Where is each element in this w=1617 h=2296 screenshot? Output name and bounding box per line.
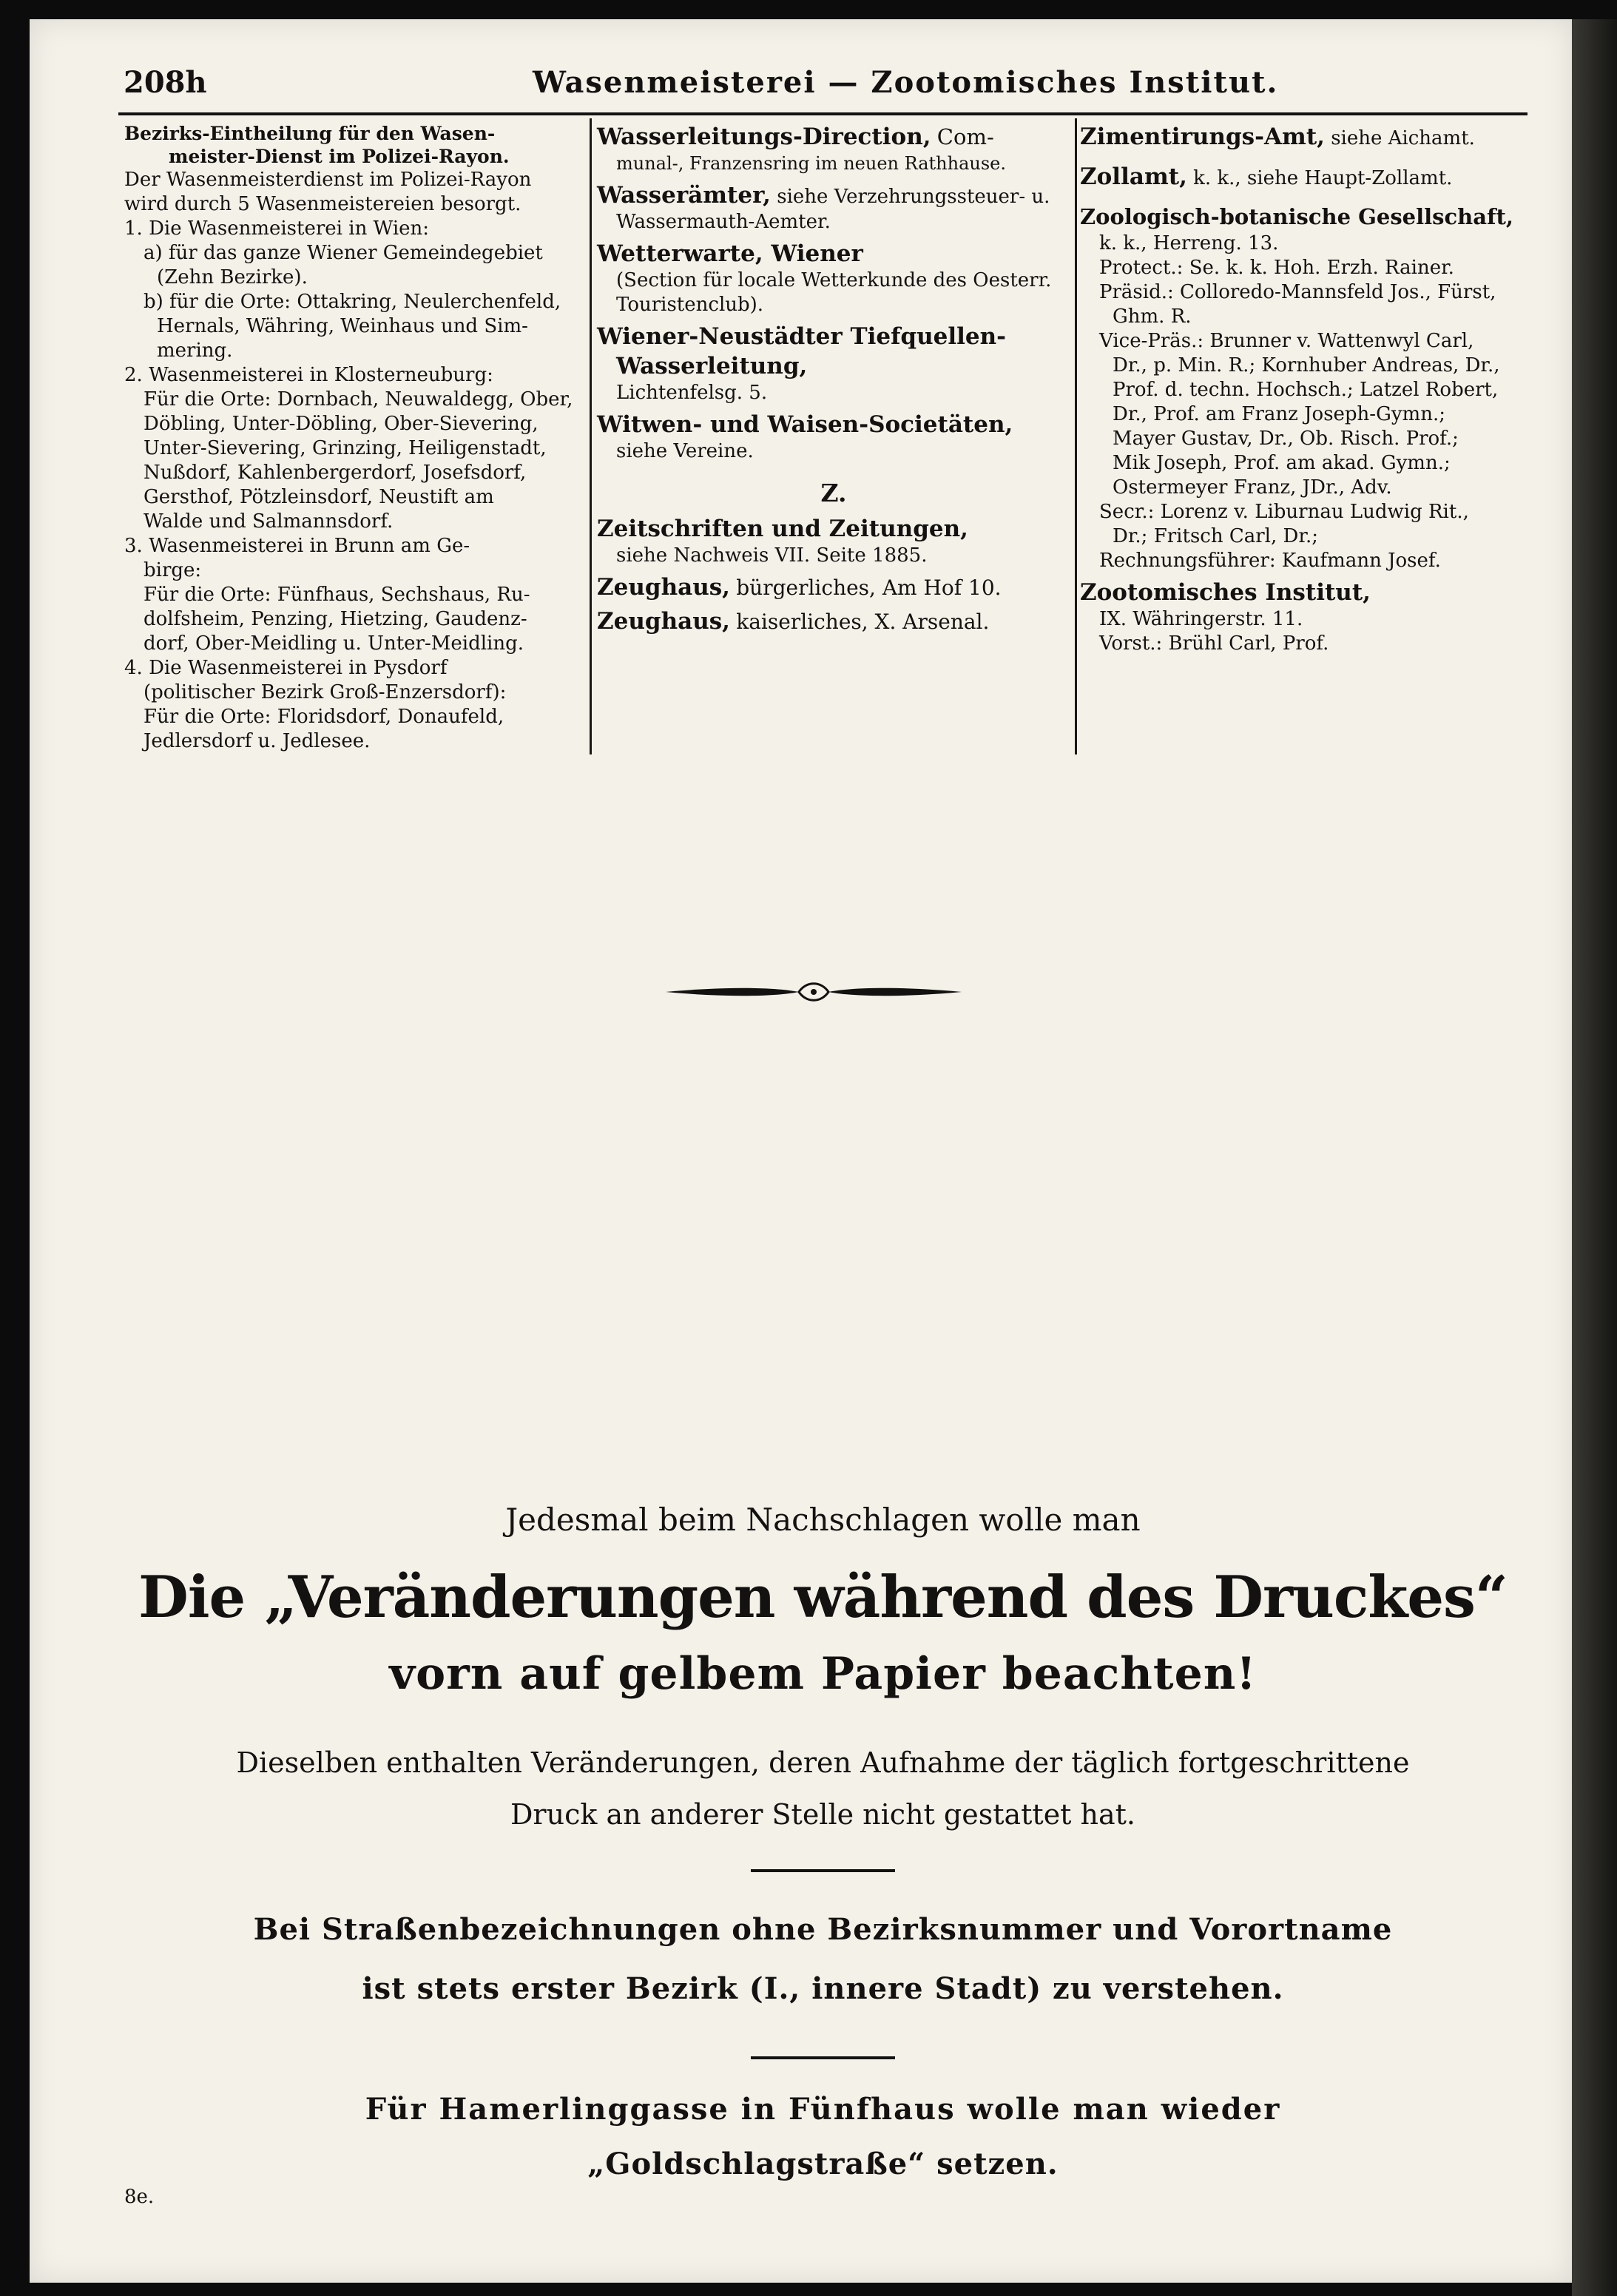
entry-text: siehe Nachweis VII. Seite 1885. xyxy=(616,544,928,567)
text-line: Nußdorf, Kahlenbergerdorf, Josefsdorf, xyxy=(144,462,527,484)
directory-entry xyxy=(1080,578,1535,656)
notice-street: Bei Straßenbezeichnungen ohne Bezirksnummer und Vorortname xyxy=(253,1912,1393,1947)
entry-title: Zeughaus, xyxy=(597,608,730,635)
text-line: (politischer Bezirk Groß-Enzersdorf): xyxy=(144,681,507,703)
directory-entry xyxy=(597,180,1070,234)
entry-title: Zootomisches Institut, xyxy=(1080,579,1371,606)
entry-text: Ostermeyer Franz, JDr., Adv. xyxy=(1113,476,1392,499)
directory-entry xyxy=(1080,202,1535,573)
entry-text: Lichtenfelsg. 5. xyxy=(616,382,768,404)
entry-text: munal-, Franzensring im neuen Rathhause. xyxy=(616,153,1007,174)
text-line: Unter-Sievering, Grinzing, Heiligenstadt, xyxy=(144,437,547,459)
entry-text: siehe Aichamt. xyxy=(1331,127,1475,149)
entry-title: Zeitschriften und Zeitungen, xyxy=(597,516,968,542)
column-rule-left xyxy=(590,118,592,754)
short-rule xyxy=(751,2056,895,2059)
text-line: Gersthof, Pötzleinsdorf, Neustift am xyxy=(144,486,494,508)
notice-correction: Für Hamerlinggasse in Fünfhaus wolle man wieder xyxy=(365,2092,1281,2127)
entry-title: Witwen- und Waisen-Societäten, xyxy=(597,411,1013,438)
entry-title: Zimentirungs-Amt, xyxy=(1080,124,1325,150)
section-title: meister-Dienst im Polizei-Rayon. xyxy=(169,146,510,167)
printer-signature: 8e. xyxy=(124,2186,155,2208)
section-letter: Z. xyxy=(820,479,847,507)
text-line: Hernals, Währing, Weinhaus und Sim- xyxy=(157,315,528,337)
directory-entry xyxy=(1080,162,1535,192)
entry-text: Com- xyxy=(936,124,994,149)
entry-text: Dr.; Fritsch Carl, Dr.; xyxy=(1113,525,1318,547)
entry-title: Zoologisch-botanische Gesellschaft, xyxy=(1080,204,1513,229)
text-line: 3. Wasenmeisterei in Brunn am Ge- xyxy=(124,535,470,557)
page-number: 208h xyxy=(124,65,207,100)
notice-subheadline: vorn auf gelbem Papier beachten! xyxy=(389,1648,1257,1700)
entry-title: Wasserämter, xyxy=(597,182,771,209)
text-line: wird durch 5 Wasenmeistereien besorgt. xyxy=(124,193,521,215)
text-line: Für die Orte: Fünfhaus, Sechshaus, Ru- xyxy=(144,584,530,606)
notice-description: Druck an anderer Stelle nicht gestattet hat. xyxy=(510,1798,1136,1831)
text-line: (Zehn Bezirke). xyxy=(157,266,308,288)
column-left xyxy=(124,122,583,754)
directory-entry xyxy=(597,322,1070,405)
entry-title: Zollamt, xyxy=(1080,163,1187,190)
notice-street: ist stets erster Bezirk (I., innere Stadt) zu verstehen. xyxy=(362,1971,1284,2006)
text-line: mering. xyxy=(157,340,233,362)
notice-correction: „Goldschlagstraße“ setzen. xyxy=(587,2147,1059,2181)
entry-text: Prof. d. techn. Hochsch.; Latzel Robert, xyxy=(1113,379,1499,401)
text-line: birge: xyxy=(144,559,202,581)
entry-title: Wasserleitung, xyxy=(616,353,808,379)
ornament-divider xyxy=(662,973,965,1010)
directory-entry xyxy=(1080,122,1535,152)
text-line: dorf, Ober-Meidling u. Unter-Meidling. xyxy=(144,632,524,655)
notice-intro: Jedesmal beim Nachschlagen wolle man xyxy=(505,1502,1141,1538)
entry-text: Secr.: Lorenz v. Liburnau Ludwig Rit., xyxy=(1099,501,1469,523)
text-line: Walde und Salmannsdorf. xyxy=(144,510,394,533)
text-line: 1. Die Wasenmeisterei in Wien: xyxy=(124,217,430,240)
text-line: 2. Wasenmeisterei in Klosterneuburg: xyxy=(124,364,493,386)
entry-text: siehe Vereine. xyxy=(616,440,754,462)
entry-text: Vice-Präs.: Brunner v. Wattenwyl Carl, xyxy=(1099,330,1474,352)
entry-text: Dr., p. Min. R.; Kornhuber Andreas, Dr., xyxy=(1113,354,1500,377)
entry-text: Ghm. R. xyxy=(1113,305,1192,328)
entry-text: IX. Währingerstr. 11. xyxy=(1099,608,1303,630)
text-line: Jedlersdorf u. Jedlesee. xyxy=(144,730,371,752)
column-right xyxy=(1080,122,1535,661)
directory-entry xyxy=(597,410,1070,464)
entry-title: Wasserleitungs-Direction, xyxy=(597,124,931,150)
short-rule xyxy=(751,1869,895,1872)
entry-text: bürgerliches, Am Hof 10. xyxy=(736,575,1002,600)
entry-text: Vorst.: Brühl Carl, Prof. xyxy=(1099,632,1329,655)
entry-title: Wetterwarte, Wiener xyxy=(597,240,863,267)
text-line: a) für das ganze Wiener Gemeindegebiet xyxy=(144,242,543,264)
notice-headline: Die „Veränderungen während des Druckes“ xyxy=(138,1564,1508,1631)
page-edge-shadow xyxy=(1572,19,1617,2296)
section-title: Bezirks-Eintheilung für den Wasen- xyxy=(124,123,496,144)
entry-text: k. k., siehe Haupt-Zollamt. xyxy=(1193,167,1453,189)
text-line: Für die Orte: Dornbach, Neuwaldegg, Ober, xyxy=(144,388,573,411)
header-rule xyxy=(118,112,1527,115)
entry-text: k. k., Herreng. 13. xyxy=(1099,232,1279,254)
directory-entry xyxy=(597,514,1070,568)
text-line: Der Wasenmeisterdienst im Polizei-Rayon xyxy=(124,169,532,191)
entry-text: Dr., Prof. am Franz Joseph-Gymn.; xyxy=(1113,403,1445,425)
directory-entry xyxy=(597,607,1070,636)
entry-title: Zeughaus, xyxy=(597,574,730,601)
text-line: b) für die Orte: Ottakring, Neulerchenfeld, xyxy=(144,291,561,313)
entry-text: (Section für locale Wetterkunde des Oesterr. xyxy=(616,269,1052,291)
text-line: Döbling, Unter-Döbling, Ober-Sievering, xyxy=(144,413,539,435)
entry-text: siehe Verzehrungssteuer- u. xyxy=(777,186,1050,208)
directory-entry xyxy=(597,122,1070,176)
directory-entry xyxy=(597,239,1070,317)
column-middle xyxy=(597,122,1070,641)
entry-text: Rechnungsführer: Kaufmann Josef. xyxy=(1099,550,1441,572)
entry-title: Wiener-Neustädter Tiefquellen- xyxy=(597,323,1007,350)
entry-text: Touristenclub). xyxy=(616,294,764,316)
entry-text: Protect.: Se. k. k. Hoh. Erzh. Rainer. xyxy=(1099,257,1454,279)
column-rule-right xyxy=(1075,118,1077,754)
notice-description: Dieselben enthalten Veränderungen, deren Aufnahme der täglich fortgeschrittene xyxy=(236,1746,1410,1779)
entry-text: Mik Joseph, Prof. am akad. Gymn.; xyxy=(1113,452,1451,474)
text-line: 4. Die Wasenmeisterei in Pysdorf xyxy=(124,657,448,679)
entry-text: Präsid.: Colloredo-Mannsfeld Jos., Fürst, xyxy=(1099,281,1496,303)
entry-text: kaiserliches, X. Arsenal. xyxy=(736,610,990,634)
directory-entry xyxy=(597,573,1070,602)
text-line: Für die Orte: Floridsdorf, Donaufeld, xyxy=(144,706,504,728)
entry-text: Mayer Gustav, Dr., Ob. Risch. Prof.; xyxy=(1113,428,1459,450)
text-line: dolfsheim, Penzing, Hietzing, Gaudenz- xyxy=(144,608,527,630)
running-head: Wasenmeisterei — Zootomisches Institut. xyxy=(533,65,1279,100)
entry-text: Wassermauth-Aemter. xyxy=(616,211,831,233)
